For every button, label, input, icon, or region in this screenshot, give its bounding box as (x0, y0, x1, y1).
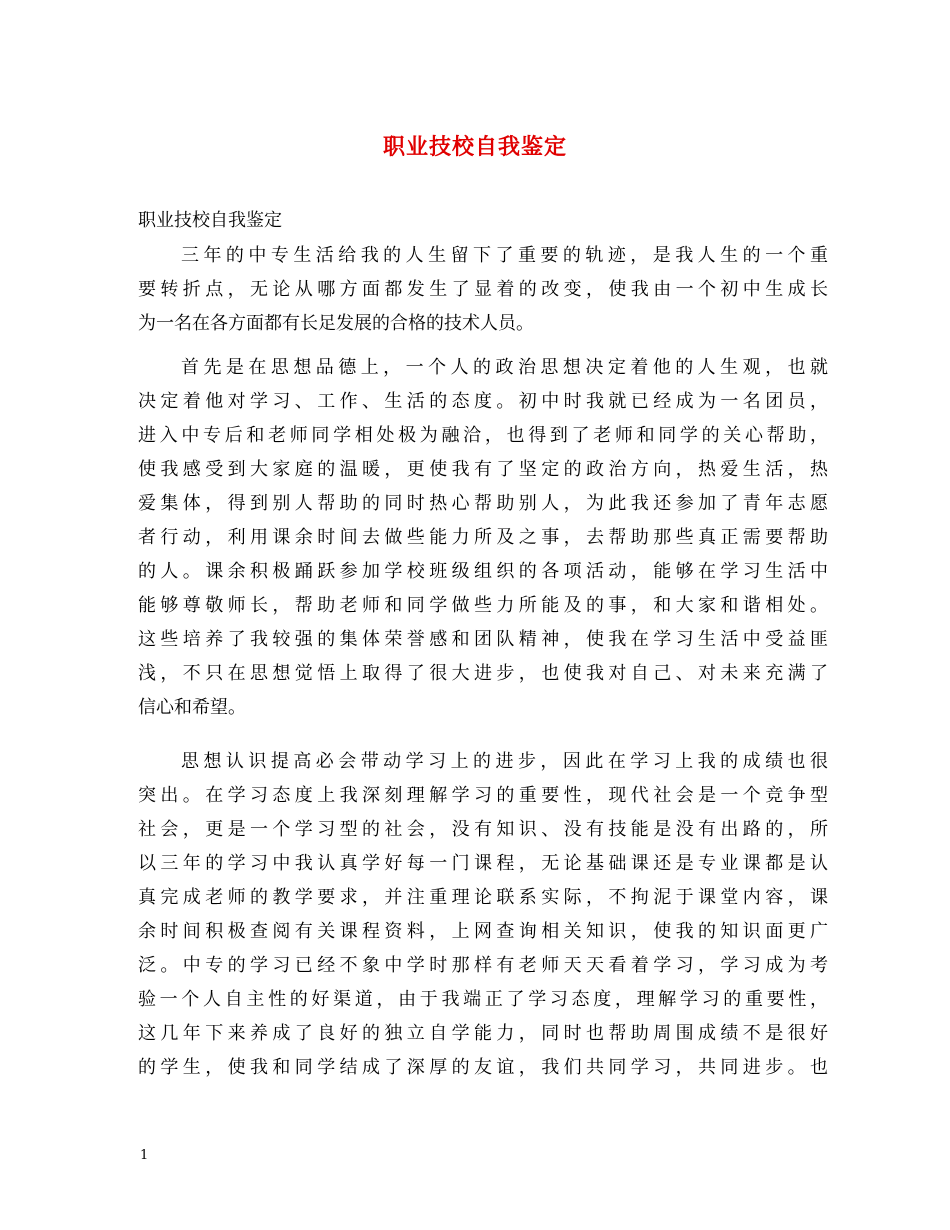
paragraph-1-line-1: 三年的中专生活给我的人生留下了重要的轨迹，是我人生的一个重 (181, 245, 828, 266)
paragraph-3-line-1: 思想认识提高必会带动学习上的进步，因此在学习上我的成绩也很 (181, 751, 828, 772)
paragraph-2-line-9: 这些培养了我较强的集体荣誉感和团队精神，使我在学习生活中受益匪 (138, 629, 828, 650)
paragraph-2-line-3: 进入中专后和老师同学相处极为融洽，也得到了老师和同学的关心帮助， (138, 425, 828, 446)
paragraph-2-line-11: 信心和希望。 (138, 697, 246, 718)
paragraph-2-line-5: 爱集体，得到别人帮助的同时热心帮助别人，为此我还参加了青年志愿 (138, 493, 828, 514)
paragraph-3-line-2: 突出。在学习态度上我深刻理解学习的重要性，现代社会是一个竞争型 (138, 785, 828, 806)
paragraph-2-line-1: 首先是在思想品德上，一个人的政治思想决定着他的人生观，也就 (181, 357, 828, 378)
page-number: 1 (140, 1148, 149, 1163)
paragraph-3-line-3: 社会，更是一个学习型的社会，没有知识、没有技能是没有出路的，所 (138, 819, 828, 840)
paragraph-1-line-3: 为一名在各方面都有长足发展的合格的技术人员。 (138, 313, 534, 334)
paragraph-3-line-10: 的学生，使我和同学结成了深厚的友谊，我们共同学习，共同进步。也 (138, 1057, 828, 1078)
document-title: 职业技校自我鉴定 (382, 134, 567, 160)
paragraph-2-line-2: 决定着他对学习、工作、生活的态度。初中时我就已经成为一名团员， (138, 391, 828, 412)
paragraph-2-line-7: 的人。课余积极踊跃参加学校班级组织的各项活动，能够在学习生活中 (138, 561, 828, 582)
paragraph-3-line-4: 以三年的学习中我认真学好每一门课程，无论基础课还是专业课都是认 (138, 853, 828, 874)
paragraph-2-line-8: 能够尊敬师长，帮助老师和同学做些力所能及的事，和大家和谐相处。 (138, 595, 828, 616)
paragraph-2-line-4: 使我感受到大家庭的温暖，更使我有了坚定的政治方向，热爱生活，热 (138, 459, 828, 480)
paragraph-3-line-8: 验一个人自主性的好渠道，由于我端正了学习态度，理解学习的重要性， (138, 989, 828, 1010)
paragraph-3-line-6: 余时间积极查阅有关课程资料，上网查询相关知识，使我的知识面更广 (138, 921, 828, 942)
paragraph-2-line-6: 者行动，利用课余时间去做些能力所及之事，去帮助那些真正需要帮助 (138, 527, 828, 548)
paragraph-3-line-9: 这几年下来养成了良好的独立自学能力，同时也帮助周围成绩不是很好 (138, 1023, 828, 1044)
paragraph-3-line-5: 真完成老师的教学要求，并注重理论联系实际，不拘泥于课堂内容，课 (138, 887, 828, 908)
document-subtitle: 职业技校自我鉴定 (138, 210, 282, 231)
paragraph-1-line-2: 要转折点，无论从哪方面都发生了显着的改变，使我由一个初中生成长 (138, 279, 828, 300)
paragraph-2-line-10: 浅，不只在思想觉悟上取得了很大进步，也使我对自己、对未来充满了 (138, 663, 828, 684)
paragraph-3-line-7: 泛。中专的学习已经不象中学时那样有老师天天看着学习，学习成为考 (138, 955, 828, 976)
